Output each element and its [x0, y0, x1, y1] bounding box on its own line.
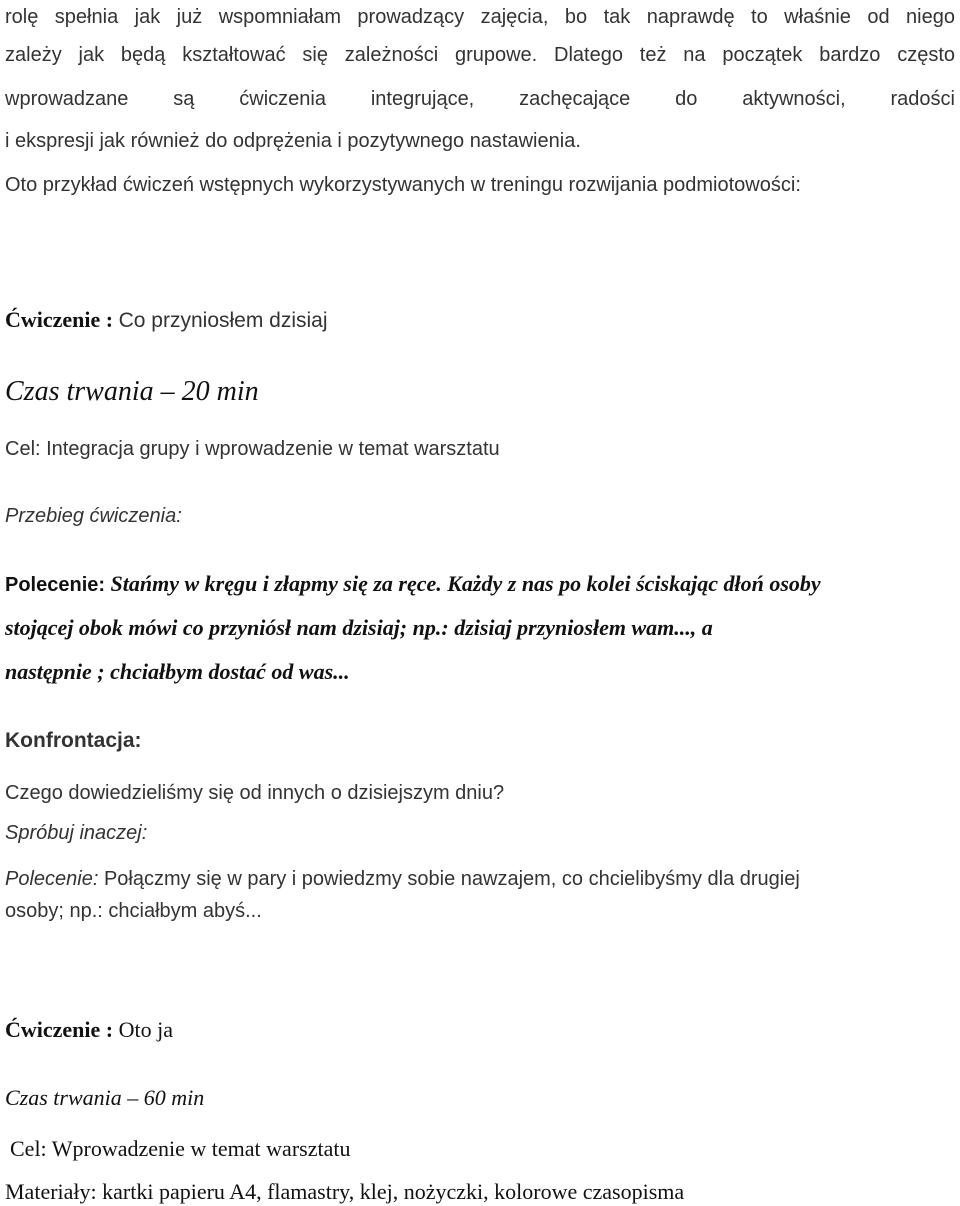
exercise-1-command-label: Polecenie:	[5, 574, 106, 596]
exercise-1-try-heading: Spróbuj inaczej:	[5, 822, 148, 844]
exercise-1-duration: Czas trwania – 20 min	[5, 376, 259, 407]
intro-line-3: wprowadzane są ćwiczenia integrujące, zachęcające do aktywności, radości	[5, 88, 955, 110]
exercise-1-alt-command-line-2: osoby; np.: chciałbym abyś...	[5, 900, 262, 922]
exercise-1-command-line-1	[5, 571, 821, 598]
exercise-1-alt-command-line-1	[5, 866, 800, 892]
exercise-2-title	[5, 1017, 173, 1043]
exercise-1-title-label: Ćwiczenie :	[5, 307, 114, 332]
exercise-1-title-value: Co przyniosłem dzisiaj	[118, 309, 328, 332]
exercise-2-title-label: Ćwiczenie :	[5, 1017, 114, 1042]
intro-line-1: rolę spełnia jak już wspomniałam prowadzący zajęcia, bo tak naprawdę to właśnie od niego	[5, 6, 955, 28]
exercise-1-command-text-1: Stańmy w kręgu i złapmy się za ręce. Każdy z nas po kolei ściskając dłoń osoby	[110, 571, 821, 596]
exercise-1-command-line-3: następnie ; chciałbym dostać od was...	[5, 659, 350, 684]
exercise-2-duration: Czas trwania – 60 min	[5, 1085, 205, 1110]
exercise-2-title-value: Oto ja	[118, 1017, 174, 1042]
exercise-2-goal: Cel: Wprowadzenie w temat warsztatu	[10, 1136, 351, 1161]
exercise-1-alt-command-text-1: Połączmy się w pary i powiedzmy sobie nawzajem, co chcielibyśmy dla drugiej	[103, 868, 800, 890]
exercise-1-course-heading: Przebieg ćwiczenia:	[5, 505, 182, 527]
exercise-1-title	[5, 307, 328, 334]
exercise-1-alt-command-label: Polecenie:	[5, 868, 99, 890]
exercise-2-materials: Materiały: kartki papieru A4, flamastry, klej, nożyczki, kolorowe czasopisma	[5, 1179, 685, 1204]
intro-line-4: i ekspresji jak również do odprężenia i pozytywnego nastawienia.	[5, 130, 581, 152]
intro-line-2: zależy jak będą kształtować się zależności grupowe. Dlatego też na początek bardzo często	[5, 44, 955, 66]
exercise-1-confrontation-question: Czego dowiedzieliśmy się od innych o dzisiejszym dniu?	[5, 782, 505, 804]
exercise-1-goal: Cel: Integracja grupy i wprowadzenie w temat warsztatu	[5, 438, 500, 460]
exercise-1-command-line-2: stojącej obok mówi co przyniósł nam dzisiaj; np.: dzisiaj przyniosłem wam..., a	[5, 615, 713, 640]
exercise-1-confrontation-heading: Konfrontacja:	[5, 729, 142, 752]
intro-line-5: Oto przykład ćwiczeń wstępnych wykorzystywanych w treningu rozwijania podmiotowości:	[5, 174, 801, 196]
